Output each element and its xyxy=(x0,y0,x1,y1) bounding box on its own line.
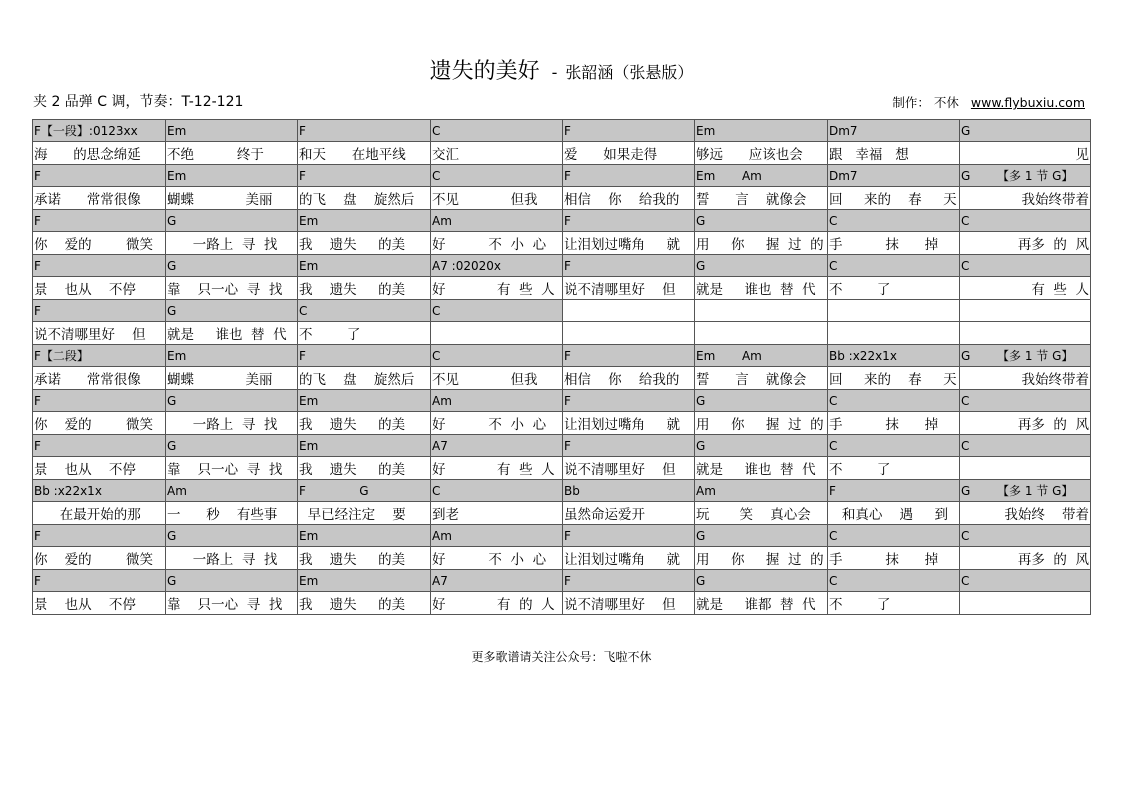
lyric-cell: 用 你 握 过 的 xyxy=(695,412,828,435)
lyric-cell: 用 你 握 过 的 xyxy=(695,232,828,255)
lyric-cell: 交汇 xyxy=(431,142,563,165)
lyric-cell: 我始终带着 xyxy=(960,187,1091,210)
chord-row xyxy=(33,120,1091,142)
chord-cell: F xyxy=(33,525,166,547)
lyric-cell: 爱 如果走得 xyxy=(563,142,695,165)
lyric-cell: 回 来的 春 天 xyxy=(828,367,960,390)
lyric-cell: 手 抹 掉 xyxy=(828,547,960,570)
chord-cell: F xyxy=(33,210,166,232)
chord-cell: F xyxy=(563,435,695,457)
chord-cell: G xyxy=(166,210,298,232)
lyric-cell: 好 不 小 心 xyxy=(431,412,563,435)
lyric-cell: 景 也从 不停 xyxy=(33,457,166,480)
chord-cell: F【一段】:0123xx xyxy=(33,120,166,142)
lyric-cell: 海 的思念绵延 xyxy=(33,142,166,165)
chord-cell xyxy=(960,300,1091,322)
lyric-cell: 够远 应该也会 xyxy=(695,142,828,165)
lyric-cell: 你 爱的 微笑 xyxy=(33,547,166,570)
lyric-row xyxy=(33,142,1091,165)
chord-cell: F xyxy=(33,435,166,457)
lyric-cell: 跟 幸福 想 xyxy=(828,142,960,165)
lyric-cell: 好 有 些 人 xyxy=(431,457,563,480)
chord-cell: G xyxy=(695,525,828,547)
chord-cell: A7 :02020x xyxy=(431,255,563,277)
chord-cell: Em xyxy=(298,390,431,412)
lyric-cell: 和天 在地平线 xyxy=(298,142,431,165)
chord-row xyxy=(33,210,1091,232)
lyric-cell: 一 秒 有些事 xyxy=(166,502,298,525)
chord-cell: Em xyxy=(166,120,298,142)
lyric-cell: 说不清哪里好 但 xyxy=(563,592,695,615)
chord-cell: C xyxy=(960,210,1091,232)
chord-cell: Bb xyxy=(563,480,695,502)
chord-cell: Am xyxy=(431,390,563,412)
chord-cell: Em xyxy=(298,435,431,457)
lyric-cell: 靠 只一心 寻 找 xyxy=(166,277,298,300)
chord-cell: Em xyxy=(298,210,431,232)
chord-cell: G xyxy=(695,435,828,457)
lyric-cell: 就是 谁也 替 代 xyxy=(695,277,828,300)
lyric-cell: 我 遗失 的美 xyxy=(298,457,431,480)
lyric-cell: 我 遗失 的美 xyxy=(298,412,431,435)
lyric-cell: 我 遗失 的美 xyxy=(298,232,431,255)
lyric-cell: 再多 的 风 xyxy=(960,547,1091,570)
chord-cell: C xyxy=(960,255,1091,277)
chord-cell: F xyxy=(828,480,960,502)
lyric-cell: 的飞 盘 旋然后 xyxy=(298,367,431,390)
chord-cell: G xyxy=(960,120,1091,142)
lyric-cell: 让泪划过嘴角 就 xyxy=(563,412,695,435)
chord-row xyxy=(33,435,1091,457)
lyric-cell: 景 也从 不停 xyxy=(33,277,166,300)
lyric-cell xyxy=(431,322,563,345)
lyric-cell: 说不清哪里好 但 xyxy=(33,322,166,345)
chord-cell: F xyxy=(33,165,166,187)
lyric-cell: 一路上 寻 找 xyxy=(166,232,298,255)
chord-cell: G 【多 1 节 G】 xyxy=(960,345,1091,367)
credit-label: 制作： 不休 xyxy=(892,95,959,110)
lyric-cell: 不 了 xyxy=(828,277,960,300)
lyric-cell: 用 你 握 过 的 xyxy=(695,547,828,570)
chord-cell: C xyxy=(431,120,563,142)
chord-cell: Am xyxy=(431,210,563,232)
chord-row xyxy=(33,570,1091,592)
chord-cell: Em xyxy=(166,345,298,367)
chord-sheet-table xyxy=(32,119,1091,615)
chord-cell: F xyxy=(563,120,695,142)
lyric-cell: 不见 但我 xyxy=(431,187,563,210)
chord-cell: F xyxy=(33,255,166,277)
chord-cell: C xyxy=(828,525,960,547)
lyric-cell: 我 遗失 的美 xyxy=(298,277,431,300)
lyric-row xyxy=(33,277,1091,300)
chord-cell: Em xyxy=(298,255,431,277)
chord-cell: G xyxy=(695,255,828,277)
chord-cell: Em xyxy=(166,165,298,187)
chord-cell: F xyxy=(33,390,166,412)
chord-cell: G xyxy=(695,390,828,412)
capo-key-rhythm-info: 夹 2 品弹 C 调，节奏：T-12-121 xyxy=(33,94,244,110)
lyric-row xyxy=(33,502,1091,525)
lyric-cell: 不绝 终于 xyxy=(166,142,298,165)
chord-cell: G 【多 1 节 G】 xyxy=(960,480,1091,502)
chord-cell: G xyxy=(166,390,298,412)
lyric-cell: 承诺 常常很像 xyxy=(33,187,166,210)
chord-cell: C xyxy=(960,390,1091,412)
lyric-cell: 到老 xyxy=(431,502,563,525)
chord-cell: G xyxy=(695,210,828,232)
chord-cell: Em Am xyxy=(695,165,828,187)
lyric-cell: 誓 言 就像会 xyxy=(695,187,828,210)
chord-cell: G xyxy=(166,300,298,322)
chord-cell: Am xyxy=(695,480,828,502)
lyric-cell xyxy=(695,322,828,345)
song-title: 遗失的美好 xyxy=(429,59,540,84)
chord-cell: G xyxy=(166,435,298,457)
lyric-cell: 承诺 常常很像 xyxy=(33,367,166,390)
lyric-cell xyxy=(960,592,1091,615)
lyric-cell xyxy=(960,457,1091,480)
chord-cell: Em xyxy=(695,120,828,142)
lyric-cell: 再多 的 风 xyxy=(960,232,1091,255)
chord-row xyxy=(33,390,1091,412)
lyric-cell: 说不清哪里好 但 xyxy=(563,277,695,300)
chord-cell: C xyxy=(431,300,563,322)
lyric-cell: 靠 只一心 寻 找 xyxy=(166,592,298,615)
lyric-cell: 回 来的 春 天 xyxy=(828,187,960,210)
chord-row xyxy=(33,165,1091,187)
chord-cell: C xyxy=(960,570,1091,592)
song-artist: 张韶涵（张悬版） xyxy=(565,63,694,82)
lyric-cell xyxy=(828,322,960,345)
lyric-row xyxy=(33,322,1091,345)
song-title-line xyxy=(0,54,1123,85)
chord-cell: F xyxy=(298,120,431,142)
lyric-cell: 让泪划过嘴角 就 xyxy=(563,547,695,570)
chord-cell: F xyxy=(298,165,431,187)
lyric-row xyxy=(33,187,1091,210)
chord-cell: Am xyxy=(431,525,563,547)
lyric-row xyxy=(33,232,1091,255)
lyric-cell: 誓 言 就像会 xyxy=(695,367,828,390)
lyric-cell: 靠 只一心 寻 找 xyxy=(166,457,298,480)
chord-row xyxy=(33,255,1091,277)
chord-cell: C xyxy=(960,525,1091,547)
lyric-cell: 一路上 寻 找 xyxy=(166,547,298,570)
chord-cell: F xyxy=(563,345,695,367)
chord-cell: C xyxy=(431,165,563,187)
lyric-cell: 你 爱的 微笑 xyxy=(33,232,166,255)
chord-cell: F xyxy=(563,165,695,187)
lyric-cell: 玩 笑 真心会 xyxy=(695,502,828,525)
chord-cell: A7 xyxy=(431,435,563,457)
lyric-cell: 和真心 遇 到 xyxy=(828,502,960,525)
lyric-cell: 你 爱的 微笑 xyxy=(33,412,166,435)
chord-cell: Dm7 xyxy=(828,165,960,187)
chord-cell: F xyxy=(563,390,695,412)
lyric-cell: 好 有 的 人 xyxy=(431,592,563,615)
lyric-cell: 说不清哪里好 但 xyxy=(563,457,695,480)
lyric-cell: 一路上 寻 找 xyxy=(166,412,298,435)
lyric-cell: 不 了 xyxy=(298,322,431,345)
chord-row xyxy=(33,345,1091,367)
chord-cell: F G xyxy=(298,480,431,502)
lyric-cell: 的飞 盘 旋然后 xyxy=(298,187,431,210)
lyric-cell: 见 xyxy=(960,142,1091,165)
chord-cell: C xyxy=(431,345,563,367)
chord-cell xyxy=(563,300,695,322)
chord-cell: C xyxy=(828,390,960,412)
lyric-cell xyxy=(563,322,695,345)
lyric-cell: 好 不 小 心 xyxy=(431,547,563,570)
credit-site-link[interactable]: www.flybuxiu.com xyxy=(970,95,1085,110)
chord-cell: F xyxy=(563,255,695,277)
chord-cell xyxy=(828,300,960,322)
lyric-cell: 再多 的 风 xyxy=(960,412,1091,435)
lyric-cell: 不 了 xyxy=(828,457,960,480)
lyric-row xyxy=(33,367,1091,390)
lyric-cell: 不见 但我 xyxy=(431,367,563,390)
lyric-row xyxy=(33,592,1091,615)
chord-cell: C xyxy=(298,300,431,322)
lyric-cell: 蝴蝶 美丽 xyxy=(166,187,298,210)
lyric-cell: 相信 你 给我的 xyxy=(563,187,695,210)
chord-cell: G xyxy=(166,525,298,547)
lyric-cell: 我始终 带着 xyxy=(960,502,1091,525)
chord-cell: F xyxy=(563,525,695,547)
lyric-cell: 不 了 xyxy=(828,592,960,615)
lyric-cell: 蝴蝶 美丽 xyxy=(166,367,298,390)
chord-cell: F【二段】 xyxy=(33,345,166,367)
chord-cell: Bb :x22x1x xyxy=(33,480,166,502)
chord-cell: F xyxy=(563,570,695,592)
lyric-cell: 好 不 小 心 xyxy=(431,232,563,255)
lyric-row xyxy=(33,412,1091,435)
chord-sheet-body xyxy=(33,120,1091,615)
footer-note: 更多歌谱请关注公众号：飞啦不休 xyxy=(471,650,652,664)
chord-cell: G 【多 1 节 G】 xyxy=(960,165,1091,187)
lyric-cell: 就是 谁都 替 代 xyxy=(695,592,828,615)
chord-row xyxy=(33,480,1091,502)
chord-cell: F xyxy=(563,210,695,232)
chord-cell: F xyxy=(33,300,166,322)
chord-cell: G xyxy=(695,570,828,592)
lyric-cell: 早已经注定 要 xyxy=(298,502,431,525)
chord-cell: F xyxy=(33,570,166,592)
chord-cell: Em xyxy=(298,570,431,592)
chord-row xyxy=(33,525,1091,547)
chord-cell: G xyxy=(166,255,298,277)
lyric-cell: 我始终带着 xyxy=(960,367,1091,390)
chord-cell: Em xyxy=(298,525,431,547)
chord-cell: C xyxy=(431,480,563,502)
lyric-cell: 有 些 人 xyxy=(960,277,1091,300)
lyric-cell: 手 抹 掉 xyxy=(828,232,960,255)
chord-cell: F xyxy=(298,345,431,367)
lyric-cell: 我 遗失 的美 xyxy=(298,592,431,615)
lyric-cell: 好 有 些 人 xyxy=(431,277,563,300)
lyric-cell xyxy=(960,322,1091,345)
chord-cell: G xyxy=(166,570,298,592)
credit-line xyxy=(892,93,1085,111)
chord-cell: Dm7 xyxy=(828,120,960,142)
chord-cell: Am xyxy=(166,480,298,502)
lyric-cell: 我 遗失 的美 xyxy=(298,547,431,570)
lyric-cell: 就是 谁也 替 代 xyxy=(695,457,828,480)
lyric-cell: 手 抹 掉 xyxy=(828,412,960,435)
chord-cell: C xyxy=(828,255,960,277)
chord-cell: C xyxy=(828,210,960,232)
lyric-row xyxy=(33,547,1091,570)
chord-cell: C xyxy=(960,435,1091,457)
title-separator: - xyxy=(551,63,558,82)
chord-cell xyxy=(695,300,828,322)
lyric-cell: 让泪划过嘴角 就 xyxy=(563,232,695,255)
chord-cell: A7 xyxy=(431,570,563,592)
lyric-cell: 就是 谁也 替 代 xyxy=(166,322,298,345)
chord-cell: C xyxy=(828,435,960,457)
chord-cell: C xyxy=(828,570,960,592)
lyric-cell: 相信 你 给我的 xyxy=(563,367,695,390)
chord-cell: Bb :x22x1x xyxy=(828,345,960,367)
chord-row xyxy=(33,300,1091,322)
lyric-cell: 虽然命运爱开 xyxy=(563,502,695,525)
lyric-cell: 在最开始的那 xyxy=(33,502,166,525)
lyric-row xyxy=(33,457,1091,480)
lyric-cell: 景 也从 不停 xyxy=(33,592,166,615)
chord-cell: Em Am xyxy=(695,345,828,367)
